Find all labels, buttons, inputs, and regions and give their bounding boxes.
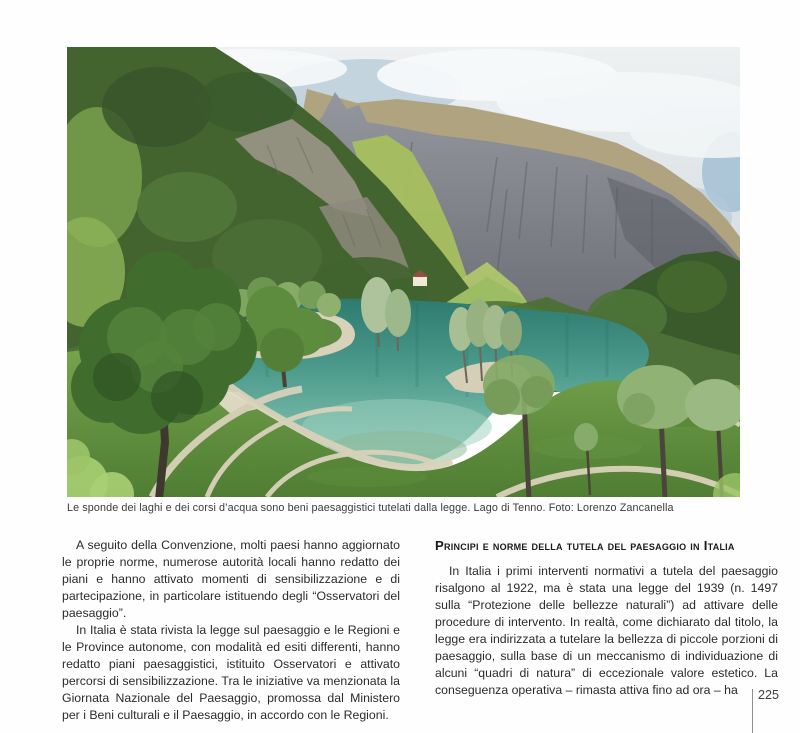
page-number-block — [752, 688, 800, 733]
paragraph: A seguito della Convenzione, molti paesi hanno aggiornato le proprie norme, numerose autorità locali hanno redatto dei piani e hanno attivato momenti di sensibilizzazione e di partecipazione, in particolare istituendo degli “Osservatori del paesaggio”. — [62, 538, 400, 620]
right-column — [435, 537, 778, 699]
paragraph: In Italia i primi interventi normativi a tutela del paesaggio risalgono al 1922, ma è stata una legge del 1939 (n. 1497 sulla “Protezione delle bellezze naturali”) ad attivare delle procedure di intervento. In realtà, come dichiarato dal titolo, la legge era indirizzata a tutelare la bellezza di piccole porzioni di paesaggio, sulla base di un meccanismo di individuazione di alcuni “quadri di natura” di eccezionale valore estetico. La conseguenza operativa – rimasta attiva fino ad ora – ha — [435, 564, 778, 697]
left-column — [62, 537, 400, 724]
lake-tenno-illustration — [67, 47, 740, 497]
photo-caption: Le sponde dei laghi e dei corsi d’acqua sono beni paesaggistici tutelati dalla legge. Lago di Tenno. Foto: Lorenzo Zancanella — [67, 502, 674, 514]
page-number: 225 — [758, 688, 780, 702]
paragraph: In Italia è stata rivista la legge sul paesaggio e le Regioni e le Province autonome, con modalità ed esiti differenti, hanno redatto piani paesaggistici, istituito Osservatori e attivato percorsi di sensibilizzazione. Tra le iniziative va menzionata la Giornata Nazionale del Paesaggio, promossa dal Ministero per i Beni culturali e il Paesaggio, in accordo con le Regioni. — [62, 623, 400, 722]
landscape-photo — [67, 47, 740, 497]
section-heading: Principi e norme della tutela del paesaggio in Italia — [435, 538, 735, 553]
page-number-rule — [752, 689, 753, 733]
